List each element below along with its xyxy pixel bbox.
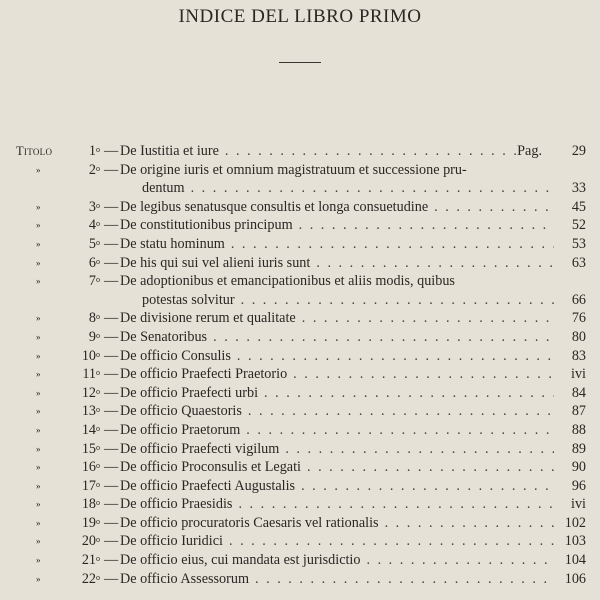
toc-page-number: 45 bbox=[571, 198, 586, 215]
toc-entry-title: De officio Quaestoris bbox=[120, 403, 242, 420]
toc-repeat-mark: » bbox=[36, 573, 41, 584]
toc-entry-title: De officio Praesidis bbox=[120, 496, 233, 513]
toc-dash: — bbox=[104, 570, 119, 587]
toc-entry-number: 19$^o$ bbox=[81, 514, 100, 531]
toc-entry-number: 4$^o$ bbox=[88, 217, 100, 234]
toc-repeat-mark: » bbox=[36, 238, 41, 249]
toc-leader-dots bbox=[467, 161, 554, 180]
toc-page-number: 52 bbox=[571, 217, 586, 234]
toc-page-number: 53 bbox=[571, 235, 586, 252]
toc-repeat-mark: » bbox=[36, 406, 41, 417]
toc-entry-number: 1$^o$ bbox=[88, 143, 100, 159]
toc-leader-dots bbox=[231, 347, 554, 366]
toc-entry-number: 18$^o$ bbox=[81, 496, 100, 513]
toc-page-number: 102 bbox=[564, 514, 586, 531]
toc-entry-number: 17$^o$ bbox=[81, 477, 100, 494]
toc-leader-dots bbox=[240, 421, 554, 440]
toc-entry-title: De officio Consulis bbox=[120, 347, 231, 364]
toc-entry bbox=[16, 198, 586, 217]
toc-entry-number: 21$^o$ bbox=[81, 552, 100, 569]
toc-page-number: 33 bbox=[571, 180, 586, 197]
toc-page-number: 63 bbox=[571, 254, 586, 271]
toc-dash: — bbox=[104, 552, 119, 569]
toc-dash: — bbox=[104, 143, 119, 159]
toc-repeat-mark: » bbox=[36, 313, 41, 324]
toc-leader-dots bbox=[428, 198, 554, 217]
toc-entry-title: De officio Iuridici bbox=[120, 533, 223, 550]
toc-repeat-mark: » bbox=[36, 387, 41, 398]
toc-page-number bbox=[554, 161, 586, 180]
toc-dash: — bbox=[104, 533, 119, 550]
toc-entry-number: 20$^o$ bbox=[81, 533, 100, 550]
toc-repeat-mark: » bbox=[36, 164, 41, 175]
toc-page-number: ivi bbox=[571, 366, 586, 383]
toc-entry bbox=[16, 365, 586, 384]
toc-page-number: 96 bbox=[571, 477, 586, 494]
toc-dash: — bbox=[104, 440, 119, 457]
toc-leader-dots bbox=[249, 570, 554, 589]
toc-dash: — bbox=[104, 477, 119, 494]
toc-repeat-mark: » bbox=[36, 480, 41, 491]
toc-dash: — bbox=[104, 161, 119, 178]
toc-entry-number: 8$^o$ bbox=[88, 310, 100, 327]
toc-entry-number: 10$^o$ bbox=[81, 347, 100, 364]
toc-dash: — bbox=[104, 254, 119, 271]
toc-entry bbox=[16, 179, 586, 198]
toc-leader-dots bbox=[242, 402, 554, 421]
toc-entry bbox=[16, 235, 586, 254]
toc-leader-dots bbox=[455, 272, 554, 291]
toc-dash: — bbox=[104, 217, 119, 234]
toc-leader-dots bbox=[301, 458, 554, 477]
toc-leader-dots bbox=[207, 328, 554, 347]
toc-entry bbox=[16, 570, 586, 589]
toc-entry-title: De officio Assessorum bbox=[120, 570, 249, 587]
toc-entry bbox=[16, 161, 586, 180]
toc-entry bbox=[16, 254, 586, 273]
toc-repeat-mark: » bbox=[36, 350, 41, 361]
toc-dash: — bbox=[104, 496, 119, 513]
toc-leader-dots bbox=[223, 532, 554, 551]
toc-repeat-mark: » bbox=[36, 499, 41, 510]
toc-entry-number: 12$^o$ bbox=[81, 384, 100, 401]
toc-dash: — bbox=[104, 366, 119, 383]
toc-entry-number: 11$^o$ bbox=[82, 366, 100, 383]
toc-entry-title: De officio eius, cui mandata est jurisdictio bbox=[120, 552, 361, 569]
toc-entry-title: De officio Praefecti vigilum bbox=[120, 440, 280, 457]
toc-entry-title: dentum bbox=[142, 180, 185, 197]
toc-entry bbox=[16, 458, 586, 477]
toc-entry-number: 9$^o$ bbox=[88, 328, 100, 345]
toc-page-prefix: Pag. bbox=[517, 143, 542, 159]
toc-dash: — bbox=[104, 514, 119, 531]
toc-page-number: 87 bbox=[571, 403, 586, 420]
toc-dash: — bbox=[104, 403, 119, 420]
toc-page-number: 76 bbox=[571, 310, 586, 327]
toc-dash: — bbox=[104, 198, 119, 215]
toc-leader-dots bbox=[232, 495, 554, 514]
toc-entry bbox=[16, 402, 586, 421]
toc-repeat-mark: » bbox=[36, 536, 41, 547]
toc-entry bbox=[16, 291, 586, 310]
toc-entry bbox=[16, 440, 586, 459]
toc-entry-title: De legibus senatusque consultis et longa consuetudine bbox=[120, 198, 429, 215]
title-divider bbox=[279, 62, 321, 63]
toc-dash: — bbox=[104, 310, 119, 327]
toc-repeat-mark: » bbox=[36, 369, 41, 380]
toc-entry-number: 5$^o$ bbox=[88, 235, 100, 252]
toc-entry-number: 2$^o$ bbox=[88, 161, 100, 178]
toc-repeat-mark: » bbox=[36, 201, 41, 212]
toc-leader-dots bbox=[258, 384, 554, 403]
toc-page-number: ivi bbox=[571, 496, 586, 513]
toc-lead-label: Titolo bbox=[16, 144, 53, 158]
toc-entry bbox=[16, 272, 586, 291]
toc-dash: — bbox=[104, 328, 119, 345]
toc-leader-dots bbox=[293, 216, 554, 235]
toc-repeat-mark: » bbox=[36, 220, 41, 231]
toc-page-number: 89 bbox=[571, 440, 586, 457]
toc-page-number: 66 bbox=[571, 291, 586, 308]
toc-leader-dots bbox=[225, 235, 554, 254]
toc-entry-title: De origine iuris et omnium magistratuum et successione pru- bbox=[120, 161, 467, 178]
toc-repeat-mark: » bbox=[36, 257, 41, 268]
toc-repeat-mark: » bbox=[36, 276, 41, 287]
toc-entry bbox=[16, 551, 586, 570]
toc-page-number bbox=[554, 272, 586, 291]
toc-leader-dots bbox=[310, 254, 554, 273]
toc-entry bbox=[16, 495, 586, 514]
toc-repeat-mark: » bbox=[36, 462, 41, 473]
toc-leader-dots bbox=[219, 142, 517, 161]
toc-page-number: 84 bbox=[571, 384, 586, 401]
toc-entry bbox=[16, 142, 586, 161]
toc-entry-number: 13$^o$ bbox=[81, 403, 100, 420]
toc-leader-dots bbox=[185, 179, 554, 198]
toc-entry-number: 22$^o$ bbox=[81, 570, 100, 587]
toc-entry-number: 6$^o$ bbox=[88, 254, 100, 271]
toc-entry bbox=[16, 347, 586, 366]
toc-entry-title: De Senatoribus bbox=[120, 328, 208, 345]
toc-entry bbox=[16, 514, 586, 533]
toc-entry-title: De divisione rerum et qualitate bbox=[120, 310, 296, 327]
page-title: INDICE DEL LIBRO PRIMO bbox=[178, 6, 422, 27]
toc-entry-title: De Iustitia et iure bbox=[120, 143, 219, 159]
toc-page-number: 29 bbox=[571, 143, 586, 159]
toc-entry-title: De officio Praetorum bbox=[120, 421, 241, 438]
toc-entry-number: 16$^o$ bbox=[81, 459, 100, 476]
toc-leader-dots bbox=[287, 365, 554, 384]
table-of-contents bbox=[16, 142, 586, 588]
toc-page-number: 83 bbox=[571, 347, 586, 364]
toc-page-number: 80 bbox=[571, 328, 586, 345]
toc-page-number: 90 bbox=[571, 459, 586, 476]
toc-entry-number: 15$^o$ bbox=[81, 440, 100, 457]
toc-entry-number: 14$^o$ bbox=[81, 421, 100, 438]
toc-entry-title: potestas solvitur bbox=[142, 291, 235, 308]
toc-leader-dots bbox=[360, 551, 554, 570]
toc-entry-title: De officio Proconsulis et Legati bbox=[120, 459, 301, 476]
toc-repeat-mark: » bbox=[36, 555, 41, 566]
toc-entry bbox=[16, 309, 586, 328]
toc-entry-number: 3$^o$ bbox=[88, 198, 100, 215]
toc-page-number: 88 bbox=[571, 421, 586, 438]
toc-entry bbox=[16, 328, 586, 347]
toc-repeat-mark: » bbox=[36, 331, 41, 342]
toc-dash: — bbox=[104, 235, 119, 252]
toc-dash: — bbox=[104, 347, 119, 364]
toc-entry-title: De statu hominum bbox=[120, 235, 225, 252]
toc-leader-dots bbox=[379, 514, 554, 533]
toc-leader-dots bbox=[279, 440, 554, 459]
toc-entry bbox=[16, 216, 586, 235]
toc-repeat-mark: » bbox=[36, 424, 41, 435]
toc-leader-dots bbox=[235, 291, 554, 310]
toc-entry-title: De officio Praefecti urbi bbox=[120, 384, 259, 401]
toc-entry bbox=[16, 421, 586, 440]
toc-entry-title: De adoptionibus et emancipationibus et aliis modis, quibus bbox=[120, 273, 455, 290]
toc-page-number: 106 bbox=[564, 570, 586, 587]
toc-entry bbox=[16, 477, 586, 496]
toc-dash: — bbox=[104, 273, 119, 290]
toc-entry-title: De his qui sui vel alieni iuris sunt bbox=[120, 254, 311, 271]
toc-dash: — bbox=[104, 421, 119, 438]
toc-entry-number: 7$^o$ bbox=[88, 273, 100, 290]
toc-dash: — bbox=[104, 384, 119, 401]
toc-dash: — bbox=[104, 459, 119, 476]
toc-leader-dots bbox=[296, 309, 554, 328]
toc-entry bbox=[16, 532, 586, 551]
toc-page-number: 104 bbox=[564, 552, 586, 569]
toc-entry-title: De constitutionibus principum bbox=[120, 217, 293, 234]
toc-page-number: 103 bbox=[564, 533, 586, 550]
toc-entry-title: De officio Praefecti Praetorio bbox=[120, 366, 288, 383]
toc-repeat-mark: » bbox=[36, 517, 41, 528]
toc-entry-title: De officio Praefecti Augustalis bbox=[120, 477, 296, 494]
toc-leader-dots bbox=[295, 477, 554, 496]
toc-entry bbox=[16, 384, 586, 403]
toc-entry-title: De officio procuratoris Caesaris vel rationalis bbox=[120, 514, 379, 531]
toc-repeat-mark: » bbox=[36, 443, 41, 454]
